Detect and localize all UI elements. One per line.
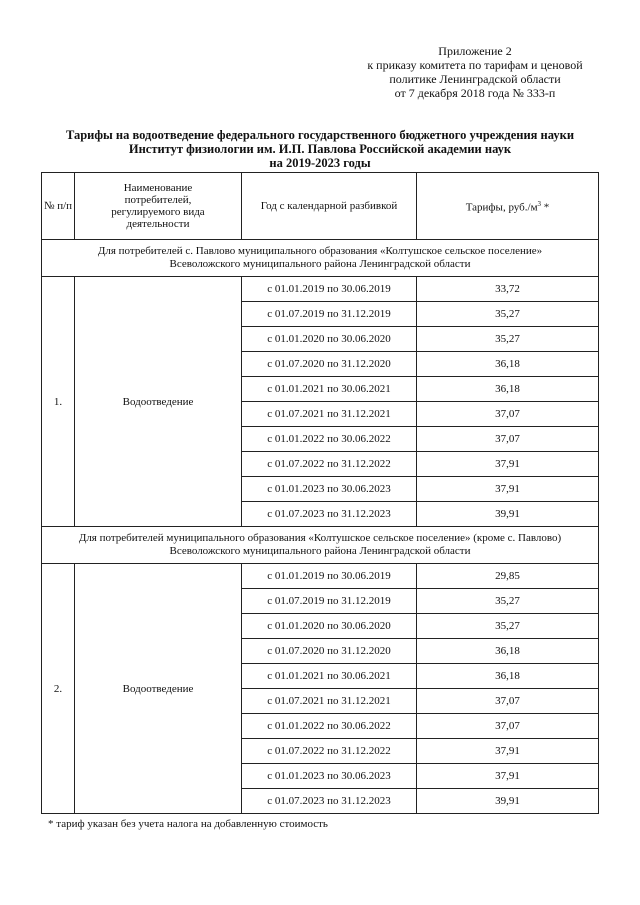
tariff-cell: 37,91 — [417, 739, 599, 764]
title-line: Тарифы на водоотведение федерального государственного бюджетного учреждения науки — [65, 128, 575, 142]
tariff-cell: 37,91 — [417, 452, 599, 477]
header-num: № п/п — [42, 173, 75, 240]
group-header-line: Для потребителей с. Павлово муниципального образования «Колтушское сельское поселение» — [97, 245, 543, 257]
activity-name: Водоотведение — [75, 564, 242, 814]
group-header — [42, 527, 599, 564]
tariff-cell: 35,27 — [417, 302, 599, 327]
group-header-line: Всеволожского муниципального района Ленинградской области — [169, 545, 471, 557]
period-cell: с 01.01.2021 по 30.06.2021 — [242, 664, 417, 689]
appendix-line: Приложение 2 — [438, 44, 512, 58]
group-header — [42, 240, 599, 277]
tariff-cell: 37,07 — [417, 689, 599, 714]
header-tariff-mark: * — [541, 201, 550, 214]
period-cell: с 01.07.2020 по 31.12.2020 — [242, 352, 417, 377]
header-tariff-sup: 3 — [537, 200, 542, 209]
period-cell: с 01.07.2020 по 31.12.2020 — [242, 639, 417, 664]
tariff-cell: 37,07 — [417, 402, 599, 427]
row-number: 1. — [42, 277, 75, 527]
period-cell: с 01.07.2019 по 31.12.2019 — [242, 302, 417, 327]
header-tariff — [417, 173, 599, 240]
period-cell: с 01.07.2023 по 31.12.2023 — [242, 789, 417, 814]
tariff-cell: 35,27 — [417, 589, 599, 614]
appendix-line: от 7 декабря 2018 года № 333-п — [394, 86, 556, 100]
period-cell: с 01.07.2023 по 31.12.2023 — [242, 502, 417, 527]
table-header-row — [42, 173, 599, 240]
tariff-cell: 33,72 — [417, 277, 599, 302]
table-row — [42, 277, 599, 302]
period-cell: с 01.07.2019 по 31.12.2019 — [242, 589, 417, 614]
period-cell: с 01.01.2022 по 30.06.2022 — [242, 427, 417, 452]
tariff-cell: 37,91 — [417, 764, 599, 789]
period-cell: с 01.07.2021 по 31.12.2021 — [242, 689, 417, 714]
header-period: Год с календарной разбивкой — [242, 173, 417, 240]
tariff-cell: 36,18 — [417, 639, 599, 664]
tariff-cell: 36,18 — [417, 352, 599, 377]
tariff-cell: 35,27 — [417, 327, 599, 352]
tariff-cell: 39,91 — [417, 502, 599, 527]
header-name: Наименование потребителей, регулируемого вида деятельности — [75, 173, 242, 240]
activity-name: Водоотведение — [75, 277, 242, 527]
tariff-cell: 37,91 — [417, 477, 599, 502]
group-header-row — [42, 527, 599, 564]
period-cell: с 01.01.2020 по 30.06.2020 — [242, 614, 417, 639]
tariff-cell: 35,27 — [417, 614, 599, 639]
period-cell: с 01.01.2022 по 30.06.2022 — [242, 714, 417, 739]
period-cell: с 01.01.2019 по 30.06.2019 — [242, 277, 417, 302]
period-cell: с 01.01.2023 по 30.06.2023 — [242, 764, 417, 789]
appendix-block — [340, 44, 610, 100]
header-tariff-label: Тарифы, руб./м — [465, 201, 538, 214]
group-header-line: Всеволожского муниципального района Ленинградской области — [169, 258, 471, 270]
tariff-table — [41, 172, 599, 814]
tariff-cell: 36,18 — [417, 377, 599, 402]
period-cell: с 01.01.2020 по 30.06.2020 — [242, 327, 417, 352]
period-cell: с 01.07.2022 по 31.12.2022 — [242, 452, 417, 477]
footnote: * тариф указан без учета налога на добавленную стоимость — [48, 818, 328, 830]
period-cell: с 01.07.2021 по 31.12.2021 — [242, 402, 417, 427]
tariff-cell: 39,91 — [417, 789, 599, 814]
tariff-cell: 29,85 — [417, 564, 599, 589]
period-cell: с 01.01.2021 по 30.06.2021 — [242, 377, 417, 402]
document-title — [40, 128, 600, 170]
title-line: на 2019-2023 годы — [269, 156, 371, 170]
period-cell: с 01.01.2023 по 30.06.2023 — [242, 477, 417, 502]
period-cell: с 01.01.2019 по 30.06.2019 — [242, 564, 417, 589]
tariff-cell: 36,18 — [417, 664, 599, 689]
tariff-cell: 37,07 — [417, 427, 599, 452]
group-header-row — [42, 240, 599, 277]
table-row — [42, 564, 599, 589]
title-line: Институт физиологии им. И.П. Павлова Российской академии наук — [128, 142, 512, 156]
appendix-line: к приказу комитета по тарифам и ценовой — [367, 58, 583, 72]
row-number: 2. — [42, 564, 75, 814]
period-cell: с 01.07.2022 по 31.12.2022 — [242, 739, 417, 764]
appendix-line: политике Ленинградской области — [389, 72, 561, 86]
group-header-line: Для потребителей муниципального образования «Колтушское сельское поселение» (кроме с. Павлово) — [78, 532, 562, 544]
tariff-cell: 37,07 — [417, 714, 599, 739]
